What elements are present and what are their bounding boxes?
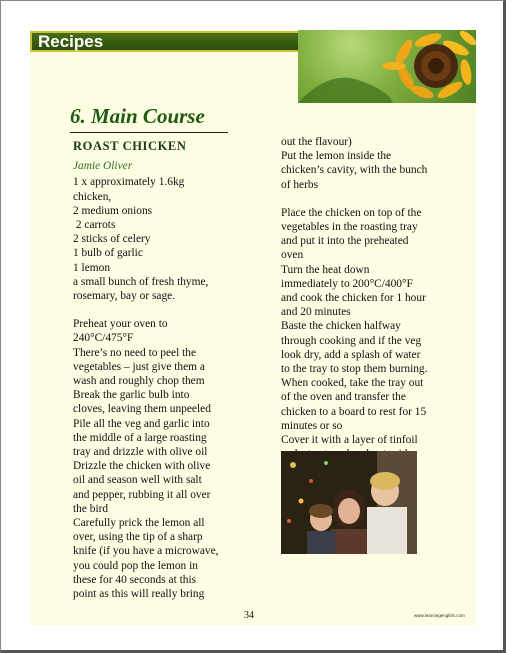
recipe-column-right <box>281 135 441 461</box>
divider <box>70 132 228 133</box>
recipe-line: of the oven and transfer the <box>281 391 406 404</box>
recipe-line: chicken, <box>73 190 112 203</box>
recipe-line: oil and season well with salt <box>73 474 202 487</box>
recipe-line: through cooking and if the veg <box>281 334 422 347</box>
recipe-author: Jamie Oliver <box>73 160 133 173</box>
recipe-line: Put the lemon inside the <box>281 150 392 163</box>
recipe-line: of herbs <box>281 178 319 191</box>
recipe-line: Break the garlic bulb into <box>73 389 190 402</box>
recipe-line: Baste the chicken halfway <box>281 320 401 333</box>
recipe-line: Cover it with a layer of tinfoil <box>281 434 418 447</box>
recipe-line: 2 carrots <box>73 219 116 232</box>
recipe-line: 1 bulb of garlic <box>73 247 143 260</box>
header-bar <box>30 31 324 52</box>
header-title: Recipes <box>38 32 104 51</box>
recipe-line: a small bunch of fresh thyme, <box>73 275 209 288</box>
recipe-line: out the flavour) <box>281 136 352 148</box>
recipe-line: 1 lemon <box>73 261 111 274</box>
recipe-line: minutes or so <box>281 419 343 432</box>
recipe-line: over, using the tip of a sharp <box>73 531 203 544</box>
recipe-line: look dry, add a splash of water <box>281 348 421 361</box>
recipe-line: rosemary, bay or sage. <box>73 290 176 303</box>
recipe-line: 2 medium onions <box>73 204 153 217</box>
recipe-column-left <box>73 139 251 601</box>
recipe-line: 2 sticks of celery <box>73 233 151 246</box>
recipe-line: and pepper, rubbing it all over <box>73 488 211 501</box>
recipe-line: tray and drizzle with olive oil <box>73 446 208 459</box>
section-title: 6. Main Course <box>70 104 205 128</box>
recipe-line: chicken to a board to rest for 15 <box>281 405 427 418</box>
recipe-line: There’s no need to peel the <box>73 346 197 359</box>
recipe-line: vegetables in the roasting tray <box>281 221 418 234</box>
footer-site: www.learningenglish.com <box>414 613 465 618</box>
sunflower-image <box>298 30 476 103</box>
recipe-line: and 20 minutes <box>281 306 351 319</box>
recipe-line: cloves, leaving them unpeeled <box>73 403 211 416</box>
recipe-line: When cooked, take the tray out <box>281 377 424 390</box>
family-photo <box>281 451 417 554</box>
recipe-line: chicken’s cavity, with the bunch <box>281 164 428 177</box>
recipe-line: the bird <box>73 502 109 515</box>
recipe-line <box>281 192 441 206</box>
recipe-line: these for 40 seconds at this <box>73 573 197 586</box>
recipe-line: Preheat your oven to <box>73 318 168 331</box>
recipe-line: wash and roughly chop them <box>73 375 205 388</box>
recipe-line <box>73 303 251 317</box>
recipe-line: 240°C/475°F <box>73 332 134 345</box>
recipe-line: knife (if you have a microwave, <box>73 545 219 558</box>
recipe-line: immediately to 200°C/400°F <box>281 277 413 290</box>
recipe-line: the middle of a large roasting <box>73 431 207 444</box>
recipe-line: and cook the chicken for 1 hour <box>281 292 426 305</box>
recipe-title: ROAST CHICKEN <box>73 139 187 153</box>
recipe-line: to the tray to stop them burning. <box>281 363 428 376</box>
recipe-line: Place the chicken on top of the <box>281 206 422 219</box>
recipe-line: oven <box>281 249 304 262</box>
recipe-line: Turn the heat down <box>281 263 370 276</box>
recipe-line: 1 x approximately 1.6kg <box>73 176 185 189</box>
recipe-line: and put it into the preheated <box>281 235 409 248</box>
recipe-line: Carefully prick the lemon all <box>73 517 205 530</box>
recipe-line: you could pop the lemon in <box>73 559 198 572</box>
recipe-line: point as this will really bring <box>73 588 205 601</box>
recipe-line: Drizzle the chicken with olive <box>73 460 211 473</box>
page-number: 34 <box>244 610 254 621</box>
recipe-line: Pile all the veg and garlic into <box>73 417 210 430</box>
recipe-line: vegetables – just give them a <box>73 360 205 373</box>
